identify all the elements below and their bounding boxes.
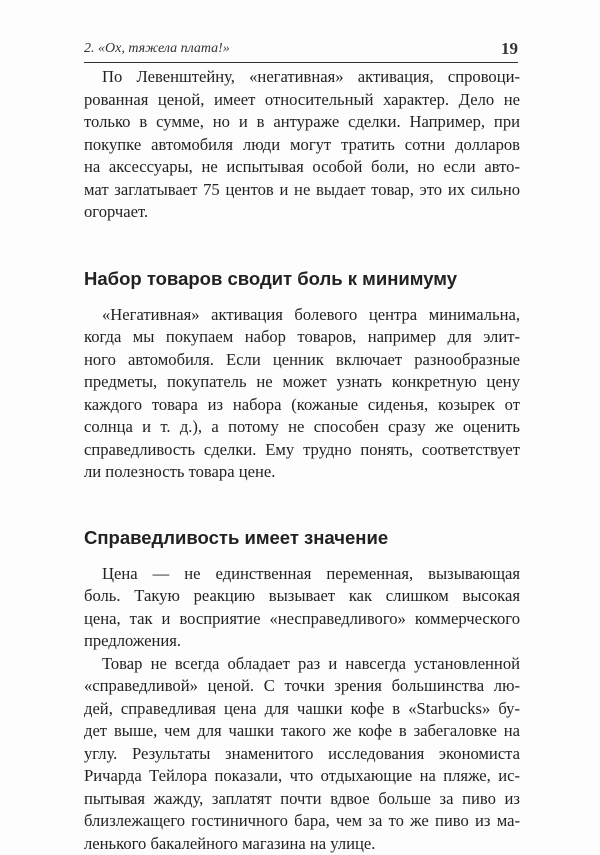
page-body — [84, 66, 520, 855]
text-line: ленького бакалейного магазина на улице. — [84, 833, 520, 855]
text-line: справедливость сделки. Ему трудно понять, соответствует — [84, 439, 520, 462]
text-line: предложения. — [84, 630, 520, 653]
paragraph-4 — [84, 653, 520, 855]
text-line: По Левенштейну, «негативная» активация, спровоци- — [84, 66, 520, 89]
text-line: цена, так и восприятие «несправедливого» коммерческого — [84, 608, 520, 631]
text-line: только в сумме, но и в антураже сделки. Например, при — [84, 111, 520, 134]
page-number: 19 — [501, 39, 518, 59]
text-line: дей, справедливая цена для чашки кофе в «Starbucks» бу- — [84, 698, 520, 721]
text-line: рованная ценой, имеет относительный характер. Дело не — [84, 89, 520, 112]
text-line: дет выше, чем для чашки такого же кофе в забегаловке на — [84, 720, 520, 743]
text-line: ного автомобиля. Если ценник включает разнообразные — [84, 349, 520, 372]
text-line: пытывая жажду, заплатят почти вдвое больше за пиво из — [84, 788, 520, 811]
chapter-title: 2. «Ох, тяжела плата!» — [84, 41, 230, 57]
text-line: солнца и т. д.), а потому не способен сразу же оценить — [84, 416, 520, 439]
text-line: когда мы покупаем набор товаров, например для элит- — [84, 326, 520, 349]
text-line: на аксессуары, не испытывая особой боли, но если авто- — [84, 156, 520, 179]
text-line: углу. Результаты знаменитого исследования экономиста — [84, 743, 520, 766]
running-header — [84, 38, 518, 63]
text-line: Цена — не единственная переменная, вызывающая — [84, 563, 520, 586]
paragraph-2 — [84, 304, 520, 484]
text-line: «справедливой» ценой. С точки зрения большинства лю- — [84, 675, 520, 698]
text-line: каждого товара из набора (кожаные сиденья, козырек от — [84, 394, 520, 417]
text-line: боль. Такую реакцию вызывает как слишком высокая — [84, 585, 520, 608]
text-line: предметы, покупатель не может узнать конкретную цену — [84, 371, 520, 394]
section-heading: Набор товаров сводит боль к минимуму — [84, 268, 520, 290]
text-line: Товар не всегда обладает раз и навсегда установленной — [84, 653, 520, 676]
text-line: ли полезность товара цене. — [84, 461, 520, 484]
text-line: покупке автомобиля люди могут тратить сотни долларов — [84, 134, 520, 157]
paragraph-1 — [84, 66, 520, 224]
section-heading: Справедливость имеет значение — [84, 527, 520, 549]
paragraph-3 — [84, 563, 520, 653]
text-line: Ричарда Тейлора показали, что отдыхающие на пляже, ис- — [84, 765, 520, 788]
text-line: близлежащего гостиничного бара, чем за то же пиво из ма- — [84, 810, 520, 833]
text-line: огорчает. — [84, 201, 520, 224]
text-line: мат заглатывает 75 центов и не выдает товар, это их сильно — [84, 179, 520, 202]
text-line: «Негативная» активация болевого центра минимальна, — [84, 304, 520, 327]
